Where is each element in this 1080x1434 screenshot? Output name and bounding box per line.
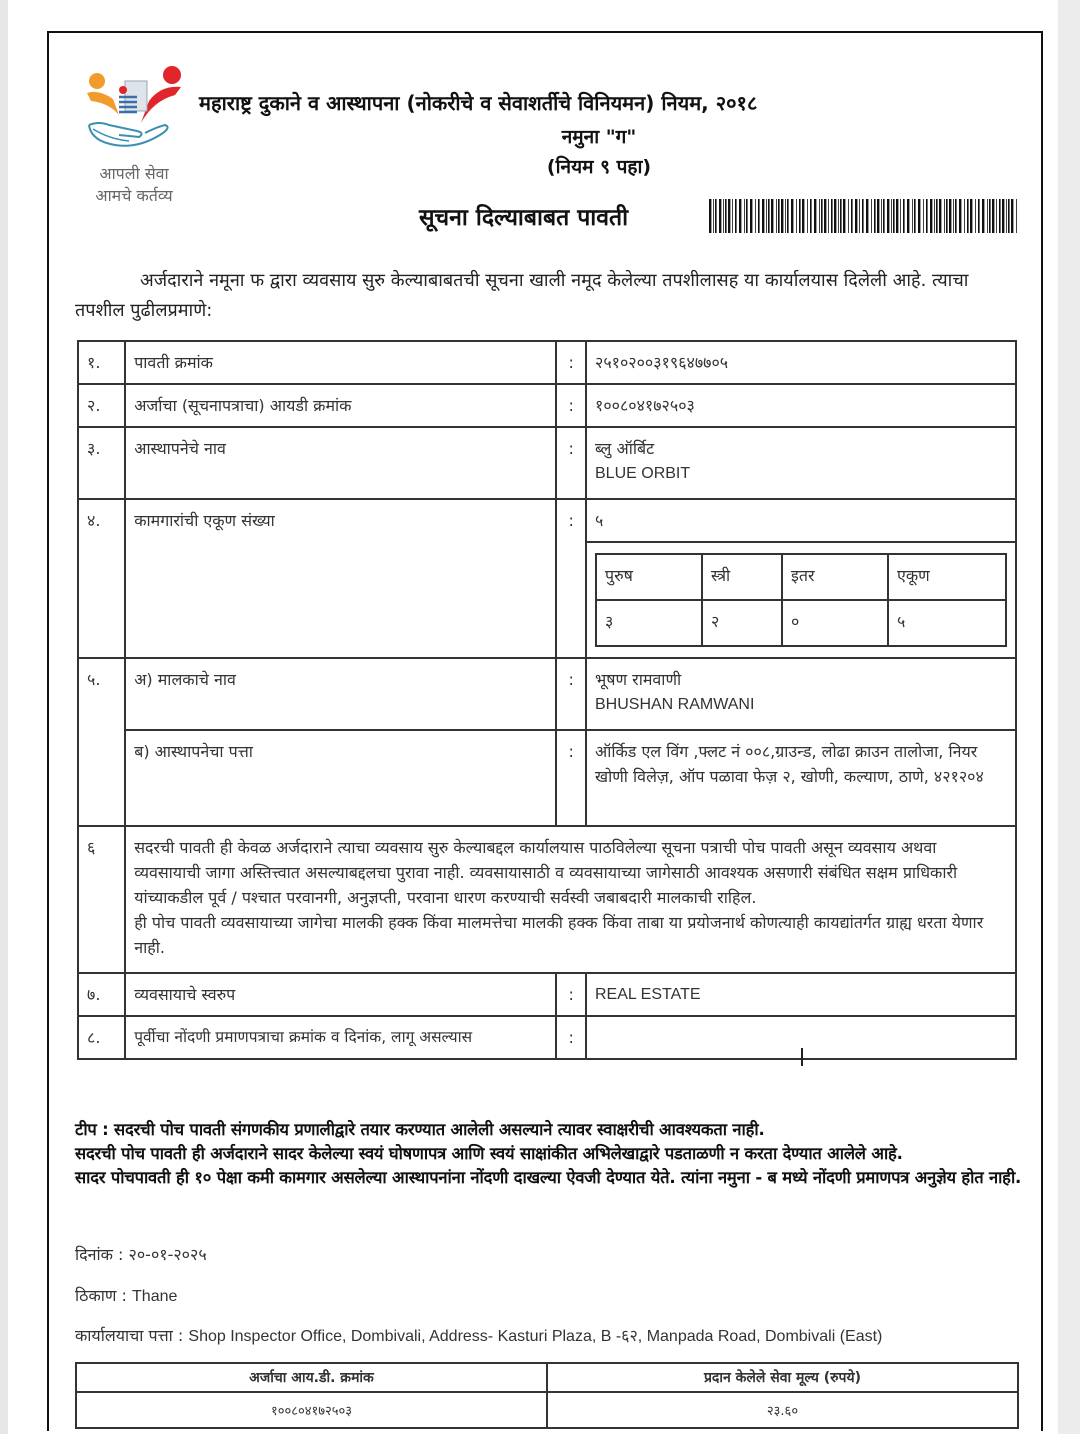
table-row: [78, 499, 1016, 542]
barcode-bar: [903, 199, 905, 233]
barcode-bar: [758, 199, 760, 233]
logo-figures-icon: [79, 63, 189, 163]
barcode-bar: [992, 199, 994, 233]
barcode-bar: [732, 199, 733, 233]
row-number: ८.: [78, 1016, 125, 1059]
act-title: महाराष्ट्र दुकाने व आस्थापना (नोकरीचे व सेवाशर्तीचे विनियमन) नियम, २०१८: [199, 91, 758, 115]
barcode-bar: [807, 199, 808, 233]
barcode-bar: [755, 199, 756, 233]
row-number: १.: [78, 341, 125, 384]
barcode-bar: [723, 199, 724, 233]
row-number: २.: [78, 384, 125, 427]
barcode-bar: [982, 199, 984, 233]
table-row: [78, 427, 1016, 499]
barcode-bar: [824, 199, 826, 233]
row-colon: :: [556, 730, 586, 826]
barcode-bar: [946, 199, 948, 233]
barcode-bar: [978, 199, 980, 233]
barcode-bar: [881, 199, 882, 233]
barcode-bar: [725, 199, 727, 233]
workers-breakdown-cell: [586, 542, 1016, 658]
fee-header-amount: प्रदान केलेले सेवा मूल्य (रुपये): [547, 1363, 1018, 1392]
row-number: ३.: [78, 427, 125, 499]
barcode-bar: [828, 199, 829, 233]
table-row: [78, 658, 1016, 730]
barcode-bar: [838, 199, 839, 233]
workers-header-female: स्त्री: [702, 554, 782, 600]
row-label: आस्थापनेचे नाव: [125, 427, 556, 499]
place-value: Thane: [132, 1288, 178, 1305]
barcode-bar: [970, 199, 972, 233]
disclaimer-paragraph-2: ही पोच पावती व्यवसायाच्या जागेचा मालकी हक्क किंवा मालमत्तेचा मालकी हक्क किंवा ताबा या प्रयोजनार्थ कोणत्याही कायद्यांतर्गत ग्राह्य धरता येणार नाही.: [134, 913, 984, 957]
office-address-label: कार्यालयाचा पत्ता :: [75, 1326, 184, 1345]
barcode-bar: [959, 199, 961, 233]
table-row: [78, 730, 1016, 826]
barcode-bar: [821, 199, 823, 233]
barcode-bar: [799, 199, 801, 233]
table-row: [78, 341, 1016, 384]
row-label: कामगारांची एकूण संख्या: [125, 499, 556, 658]
disclaimer-cell: [125, 826, 1016, 973]
barcode-bar: [785, 199, 786, 233]
form-name: नमुना "ग": [561, 126, 637, 148]
intro-paragraph: अर्जदाराने नमूना फ द्वारा व्यवसाय सुरु केल्याबाबतची सूचना खाली नमूद केलेल्या तपशीलासह या कार्यालयास दिलेली आहे. त्याचा तपशील पुढीलप्रमाणे:: [75, 270, 969, 321]
row-label: अ) मालकाचे नाव: [125, 658, 556, 730]
row-colon: :: [556, 499, 586, 658]
barcode-bar: [814, 199, 816, 233]
barcode-bar: [893, 199, 895, 233]
date-line: [75, 1243, 207, 1265]
barcode-bar: [791, 199, 793, 233]
row-label: ब) आस्थापनेचा पत्ता: [125, 730, 556, 826]
rule-reference: (नियम ९ पहा): [546, 156, 652, 178]
barcode-bar: [955, 199, 957, 233]
workers-header-male: पुरुष: [596, 554, 702, 600]
row-number: ६: [78, 826, 125, 973]
barcode-bar: [787, 199, 789, 233]
table-row: [78, 384, 1016, 427]
note-line-1: टीप : सदरची पोच पावती संगणकीय प्रणालीद्वारे तयार करण्यात आलेली असल्याने त्यावर स्वाक्षरीची आवश्यकता नाही.: [75, 1120, 765, 1139]
workers-header-row: [596, 554, 1006, 600]
date-value: २०-०१-२०२५: [128, 1245, 207, 1264]
barcode-bar: [802, 199, 804, 233]
receipt-number-value: २५१०२००३१९६४७७०५: [586, 341, 1016, 384]
owner-name-english: BHUSHAN RAMWANI: [595, 696, 755, 713]
workers-header-total: एकूण: [888, 554, 1006, 600]
row-number: ४.: [78, 499, 125, 658]
row-colon: :: [556, 427, 586, 499]
row-colon: :: [556, 973, 586, 1016]
barcode-bar: [728, 199, 730, 233]
fee-amount: २३.६०: [547, 1392, 1018, 1428]
barcode-bar: [709, 199, 711, 233]
barcode-bar: [778, 199, 780, 233]
barcode-bar: [939, 199, 941, 233]
barcode-bar: [810, 199, 812, 233]
row-number: ५.: [78, 658, 125, 826]
row-label: व्यवसायाचे स्वरुप: [125, 973, 556, 1016]
office-address-line: [75, 1324, 882, 1346]
barcode-bar: [912, 199, 913, 233]
barcode-bar: [877, 199, 879, 233]
establishment-name-cell: [586, 427, 1016, 499]
barcode-bar: [944, 199, 945, 233]
barcode-bar: [907, 199, 909, 233]
barcode-bar: [713, 199, 714, 233]
barcode-bar: [766, 199, 767, 233]
row-colon: :: [556, 341, 586, 384]
barcode-bar: [896, 199, 898, 233]
table-row: [78, 1016, 1016, 1059]
row-label: पूर्वीचा नोंदणी प्रमाणपत्राचा क्रमांक व दिनांक, लागू असल्यास: [125, 1016, 556, 1059]
table-row: [78, 973, 1016, 1016]
service-fee-table: [75, 1362, 1019, 1429]
barcode-bar: [781, 199, 783, 233]
workers-header-other: इतर: [782, 554, 888, 600]
logo-tagline: [79, 163, 189, 207]
owner-name-cell: [586, 658, 1016, 730]
barcode-bar: [1011, 199, 1013, 233]
barcode-bar: [987, 199, 988, 233]
note-line-2: सदरची पोच पावती ही अर्जदाराने सादर केलेल्या स्वयं घोषणापत्र आणि स्वयं साक्षांकीत अभिलेखाद्वारे पडताळणी न करता देण्यात आलेले आहे.: [75, 1144, 903, 1163]
aaple-sarkar-logo: [79, 63, 189, 213]
workers-other-count: ०: [782, 600, 888, 646]
receipt-page: [47, 31, 1043, 1431]
barcode-bar: [866, 199, 868, 233]
barcode-bar: [923, 199, 924, 233]
fee-header-application-id: अर्जाचा आय.डी. क्रमांक: [76, 1363, 547, 1392]
logo-tagline-line1: आपली सेवा: [99, 164, 169, 183]
fee-header-row: [76, 1363, 1018, 1392]
barcode-bar: [953, 199, 954, 233]
barcode-bar: [746, 199, 748, 233]
barcode-bar: [735, 199, 737, 233]
barcode-bar: [768, 199, 770, 233]
barcode-bar: [936, 199, 938, 233]
barcode-bar: [762, 199, 764, 233]
note-block: [75, 1118, 1025, 1190]
row-label: पावती क्रमांक: [125, 341, 556, 384]
row-colon: :: [556, 1016, 586, 1059]
barcode-bar: [848, 199, 849, 233]
barcode-bar: [891, 199, 892, 233]
establishment-address-value: ऑर्किड एल विंग ,फ्लट नं ००८,ग्राउन्ड, लोढा क्राउन तालोजा, नियर खोणी विलेज़, ऑप पळावा फेज़ २, खोणी, कल्याण, ठाणे, ४२१२०४: [586, 730, 1016, 826]
barcode-bar: [739, 199, 741, 233]
barcode-bar: [930, 199, 932, 233]
workers-total-count: ५: [888, 600, 1006, 646]
barcode-bar: [862, 199, 864, 233]
barcode-bar: [967, 199, 969, 233]
workers-breakdown-table: [595, 553, 1007, 647]
details-table: [77, 340, 1017, 1060]
barcode-bar: [840, 199, 842, 233]
barcode-bar: [855, 199, 857, 233]
logo-tagline-line2: आमचे कर्तव्य: [95, 186, 173, 205]
workers-male-count: ३: [596, 600, 702, 646]
barcode-bar: [934, 199, 935, 233]
barcode-bar: [883, 199, 885, 233]
barcode-bar: [851, 199, 853, 233]
barcode-bar: [964, 199, 965, 233]
barcode-bar: [715, 199, 717, 233]
barcode-bar: [1006, 199, 1007, 233]
fee-application-id: १००८०४१७२५०३: [76, 1392, 547, 1428]
barcode-bar: [834, 199, 836, 233]
viewer-left-margin: [0, 0, 8, 1434]
establishment-name-marathi: ब्लु ऑर्बिट: [595, 439, 655, 458]
barcode-bar: [887, 199, 889, 233]
text-cursor: [801, 1048, 803, 1066]
barcode: [709, 199, 1019, 233]
owner-name-marathi: भूषण रामवाणी: [595, 670, 682, 689]
business-nature-value: REAL ESTATE: [586, 973, 1016, 1016]
barcode-bar: [914, 199, 916, 233]
place-label: ठिकाण :: [75, 1286, 127, 1305]
barcode-bar: [975, 199, 976, 233]
barcode-bar: [843, 199, 845, 233]
barcode-bar: [750, 199, 752, 233]
establishment-name-english: BLUE ORBIT: [595, 465, 691, 482]
document-title: सूचना दिल्याबाबत पावती: [419, 205, 629, 231]
barcode-bar: [831, 199, 833, 233]
barcode-bar: [900, 199, 901, 233]
barcode-bar: [771, 199, 773, 233]
date-label: दिनांक :: [75, 1245, 124, 1264]
row-label: अर्जाचा (सूचनापत्राचा) आयडी क्रमांक: [125, 384, 556, 427]
fee-values-row: [76, 1392, 1018, 1428]
barcode-bar: [874, 199, 876, 233]
barcode-bar: [776, 199, 777, 233]
workers-female-count: २: [702, 600, 782, 646]
table-row: [78, 826, 1016, 973]
barcode-bar: [949, 199, 951, 233]
application-id-value: १००८०४१७२५०३: [586, 384, 1016, 427]
barcode-bar: [926, 199, 928, 233]
note-line-3: सादर पोचपावती ही १० पेक्षा कमी कामगार असलेल्या आस्थापनांना नोंदणी दाखल्या ऐवजी देण्यात येते. त्यांना नमुना - ब मध्ये नोंदणी प्रमाणपत्र अनुज्ञेय होत नाही.: [75, 1168, 1022, 1187]
disclaimer-paragraph-1: सदरची पावती ही केवळ अर्जदाराने त्याचा व्यवसाय सुरु केल्याबद्दल कार्यालयास पाठविलेल्या सूचना पत्राची पोच पावती असून व्यवसाय अथवा व्यवसायाची जागा अस्तित्त्वात असल्याबद्दलचा पुरावा नाही. व्यवसायासाठी व व्यवसायाच्या जागेसाठी आवश्यक असणारी संबंधित सक्षम प्राधिकारी यांच्याकडील पूर्व / पश्चात परवानगी, अनुज्ञप्ती, परवाना धारण करण्याची सर्वस्वी जबाबदारी मालकाची राहिल.: [134, 838, 958, 907]
barcode-bar: [918, 199, 920, 233]
office-address-value: Shop Inspector Office, Dombivali, Address- Kasturi Plaza, B -६२, Manpada Road, Dombivali (East): [188, 1328, 883, 1345]
viewer-scrollbar[interactable]: [1058, 0, 1080, 1434]
barcode-bar: [859, 199, 860, 233]
barcode-bar: [1008, 199, 1010, 233]
total-workers-value: ५: [586, 499, 1016, 542]
place-line: [75, 1284, 177, 1306]
barcode-bar: [719, 199, 721, 233]
row-colon: :: [556, 384, 586, 427]
row-number: ७.: [78, 973, 125, 1016]
barcode-bar: [744, 199, 745, 233]
barcode-bar: [1016, 199, 1017, 233]
row-colon: :: [556, 658, 586, 730]
barcode-bar: [871, 199, 872, 233]
barcode-bar: [996, 199, 997, 233]
barcode-bar: [796, 199, 797, 233]
barcode-bar: [819, 199, 820, 233]
barcode-bar: [999, 199, 1001, 233]
barcode-bar: [989, 199, 991, 233]
barcode-bar: [1002, 199, 1004, 233]
workers-values-row: [596, 600, 1006, 646]
